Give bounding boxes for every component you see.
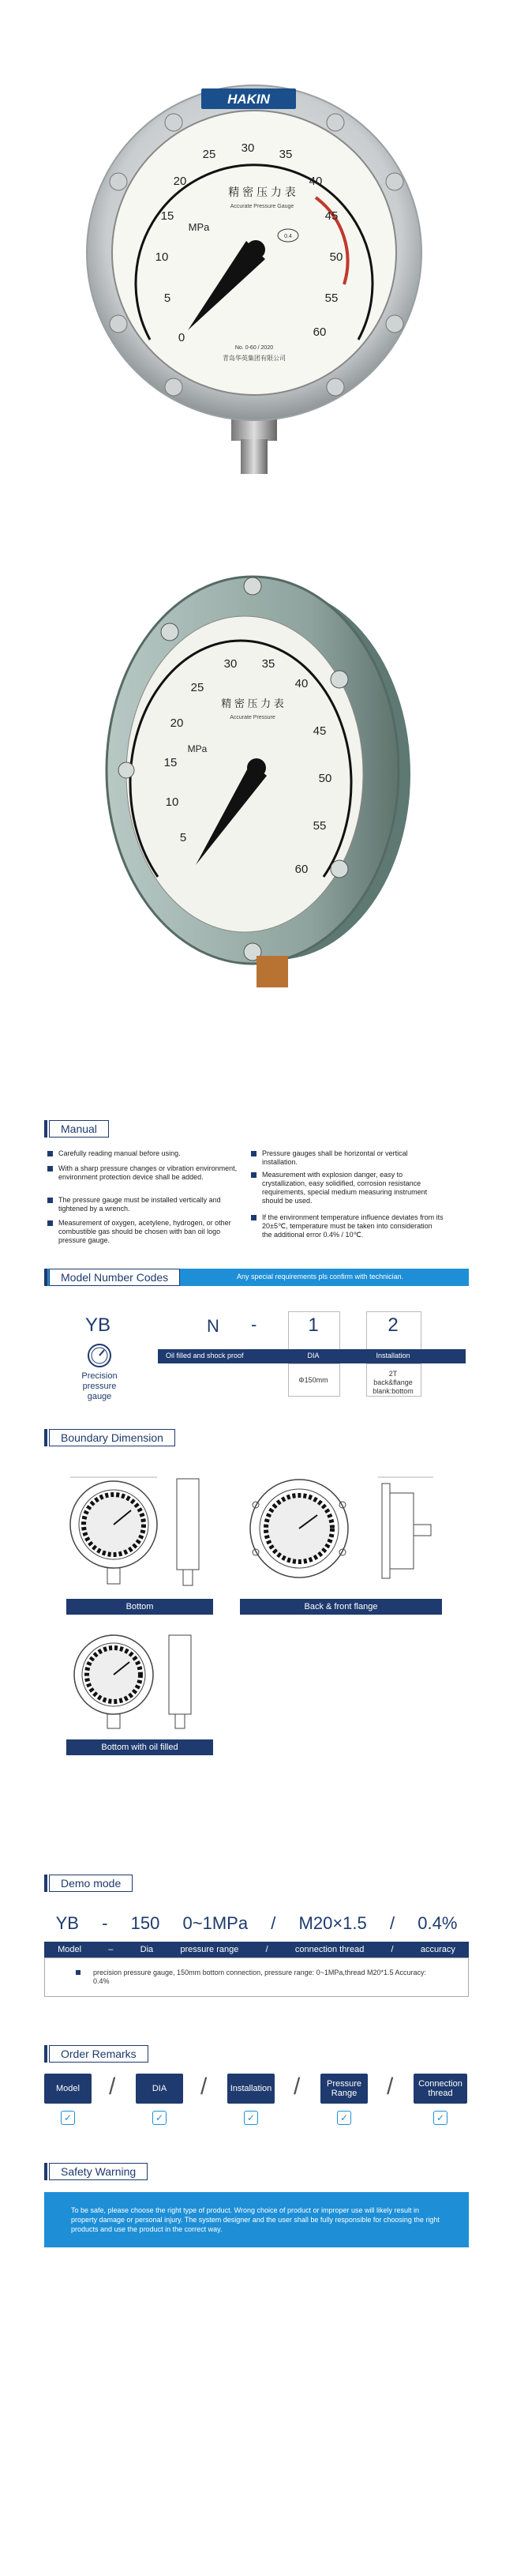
svg-text:Accurate Pressure: Accurate Pressure	[230, 715, 275, 720]
svg-text:55: 55	[313, 819, 327, 833]
demo-heading: Demo mode	[44, 1875, 133, 1892]
code-2: 2	[388, 1314, 399, 1336]
manual-right-2: Measurement with explosion danger, easy to crystallization, easy solidified, corrosion resistance requirements, special medium measuring instrument should be used.	[251, 1171, 444, 1205]
drawing-bottom-oil	[66, 1627, 216, 1738]
gauge-title: 精 密 压 力 表	[228, 186, 296, 198]
safety-text: To be safe, please choose the right type of product. Wrong choice of product or improper use will likely result in property damage or personal injury. The system designer and the user shall be fully responsible for choosing the right products and use the product in the correct way.	[71, 2206, 440, 2233]
manual-left-4: Measurement of oxygen, acetylene, hydrogen, or other combustible gas should be chosen with ban oil logo pressure gauge.	[47, 1219, 240, 1245]
demo-code: YB - 150 0~1MPa / M20×1.5 / 0.4%	[55, 1913, 458, 1933]
gauge-photo-angled	[95, 569, 418, 1011]
scale-0: 0	[178, 331, 185, 344]
code-1-value: Φ150mm	[298, 1376, 328, 1384]
order-item-pressure-range: Pressure Range	[320, 2074, 368, 2104]
scale-10: 10	[155, 250, 169, 264]
order-item-dia: DIA	[136, 2074, 183, 2104]
gauge-maker: 青岛华英集团有限公司	[223, 355, 286, 362]
scale-35: 35	[279, 148, 293, 161]
svg-text:0.4: 0.4	[284, 234, 292, 239]
svg-text:15: 15	[163, 756, 178, 769]
gauge-photo-front	[79, 79, 434, 506]
code-2-value: 2T back&flange blank:bottom	[373, 1370, 414, 1395]
caption-bottom: Bottom	[66, 1599, 213, 1615]
svg-text:45: 45	[313, 724, 327, 738]
scale-60: 60	[313, 325, 327, 339]
caption-bottom-oil: Bottom with oil filled	[66, 1739, 213, 1755]
demo-header: Model – Dia pressure range / connection thread / accuracy	[44, 1942, 469, 1957]
check-icon[interactable]: ✓	[244, 2111, 258, 2125]
scale-20: 20	[173, 175, 187, 188]
gauge-subtitle: Accurate Pressure Gauge	[230, 204, 294, 209]
order-item-connection-thread: Connection thread	[414, 2074, 467, 2104]
boundary-heading: Boundary Dimension	[44, 1429, 175, 1446]
code-2-label: Installation	[376, 1352, 410, 1359]
svg-text:50: 50	[318, 772, 332, 785]
order-slash: /	[387, 2074, 394, 2100]
scale-25: 25	[202, 148, 216, 161]
drawing-back-front-flange	[240, 1469, 445, 1596]
svg-text:精 密 压 力 表: 精 密 压 力 表	[221, 698, 284, 709]
code-yb-label: Precision pressure gauge	[81, 1371, 118, 1401]
check-icon[interactable]: ✓	[61, 2111, 75, 2125]
manual-left-3: The pressure gauge must be installed vertically and tightened by a wrench.	[47, 1196, 240, 1213]
svg-text:5: 5	[179, 831, 187, 844]
svg-text:25: 25	[190, 681, 204, 694]
model-codes-heading: Model Number Codes	[44, 1269, 180, 1286]
order-slash: /	[109, 2074, 116, 2100]
svg-text:10: 10	[165, 795, 179, 809]
manual-right-3: If the environment temperature influence deviates from its 20±5℃, temperature must be taken into consideration the additional error 0.4% / 10℃.	[251, 1213, 444, 1239]
order-heading: Order Remarks	[44, 2045, 148, 2063]
scale-15: 15	[160, 209, 174, 223]
scale-40: 40	[309, 175, 323, 188]
manual-heading: Manual	[44, 1120, 109, 1138]
code-1-label: DIA	[307, 1352, 320, 1359]
check-icon[interactable]: ✓	[152, 2111, 167, 2125]
order-slash: /	[200, 2074, 208, 2100]
safety-heading: Safety Warning	[44, 2163, 148, 2180]
drawing-bottom	[66, 1469, 216, 1596]
brand-logo: HAKIN	[227, 92, 270, 107]
caption-back-front-flange: Back & front flange	[240, 1599, 442, 1615]
check-icon[interactable]: ✓	[433, 2111, 447, 2125]
svg-text:20: 20	[170, 716, 184, 730]
gauge-icon	[87, 1343, 112, 1368]
code-n: N	[207, 1316, 219, 1336]
manual-left-2: With a sharp pressure changes or vibration environment, environment protection device shall be added.	[47, 1164, 240, 1182]
svg-text:40: 40	[294, 677, 309, 690]
svg-text:MPa: MPa	[187, 743, 208, 754]
scale-5: 5	[163, 291, 171, 305]
scale-30: 30	[241, 141, 255, 155]
order-slash: /	[294, 2074, 301, 2100]
code-1: 1	[308, 1314, 319, 1336]
code-yb: YB	[85, 1314, 111, 1336]
model-codes-note: Any special requirements pls confirm with technician.	[237, 1273, 404, 1280]
gauge-serial: No. 0-60 / 2020	[234, 345, 274, 351]
scale-55: 55	[324, 291, 339, 305]
order-item-model: Model	[44, 2074, 92, 2104]
svg-text:60: 60	[294, 863, 309, 876]
demo-description: precision pressure gauge, 150mm bottom connection, pressure range: 0~1MPa,thread M20*1.5 Accuracy: 0.4%	[93, 1969, 426, 1985]
scale-45: 45	[324, 209, 339, 223]
gauge-unit: MPa	[188, 221, 210, 233]
svg-text:30: 30	[223, 657, 238, 671]
code-n-label: Oil filled and shock proof	[166, 1352, 244, 1359]
check-icon[interactable]: ✓	[337, 2111, 351, 2125]
svg-text:35: 35	[261, 657, 275, 671]
scale-50: 50	[329, 250, 343, 264]
manual-left-1: Carefully reading manual before using.	[47, 1149, 240, 1158]
order-item-installation: Installation	[227, 2074, 275, 2104]
manual-right-1: Pressure gauges shall be horizontal or vertical installation.	[251, 1149, 444, 1167]
code-dash: -	[251, 1314, 257, 1334]
